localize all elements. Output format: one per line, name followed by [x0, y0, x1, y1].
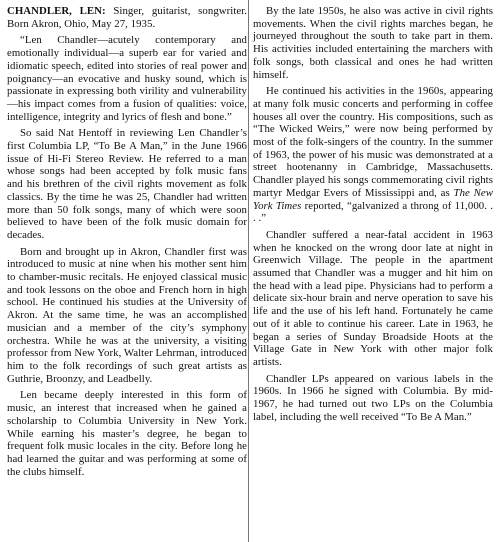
body-paragraph: “Len Chandler—acutely contemporary and emotionally individual—a superb ear for varied and idiomatic speech, edited into stories of real power and poignancy—an evocative and husky sound, which is passionate in expressing both virility and vulnerability—his impact comes from a fusion of qualities: voice, intelligence, integrity and lyrics of flesh and bone.” — [7, 34, 247, 123]
column-divider — [248, 0, 249, 542]
left-column — [7, 5, 247, 482]
entry-headword: CHANDLER, LEN: — [7, 5, 106, 17]
body-paragraph: By the late 1950s, he also was active in civil rights movements. When the civil rights marches began, he journeyed throughout the south to take part in them. His activities included entertaining the marchers with folk songs, both classical and ones he had written himself. — [253, 5, 493, 81]
newspaper-title: The New York Times — [253, 186, 493, 212]
body-paragraph: Born and brought up in Akron, Chandler first was introduced to music at nine when his mother sent him to chamber-music recitals. He enjoyed classical music and took lessons on the oboe and French horn in high school. He continued his studies at the University of Akron. At the same time, he was an accomplished musician and a member of the city’s symphony orchestra. While he was at the university, a visiting professor from New York, Walter Lehrman, introduced him to the folk recordings of such great artists as Guthrie, Broonzy, and Leadbelly. — [7, 245, 247, 385]
body-paragraph: Chandler suffered a near-fatal accident in 1963 when he knocked on the wrong door late at night in Greenwich Village. The people in the apartment assumed that Chandler was a mugger and hit him on the head with a lead pipe. Physicians had to perform a delicate six-hour brain and nerve operation to save his life and the use of his left hand. Fortunately he came out of it able to continue his career. Late in 1963, he began a series of Sunday Broadside Hoots at the Village Gate in New York with other major folk artists. — [253, 228, 493, 368]
body-paragraph — [253, 85, 493, 225]
body-paragraph: So said Nat Hentoff in reviewing Len Chandler’s first Columbia LP, “To Be A Man,” in the June 1966 issue of Hi-Fi Stereo Review. He referred to a man whose songs had been accepted by folk music fans and his brethren of the civil rights movement as folk classics. By the time he was 25, Chandler had written more than 50 folk songs, many of which were soon believed to have been of the folk music domain for decades. — [7, 127, 247, 241]
body-text: He continued his activities in the 1960s, appearing at many folk music concerts and performing in coffee houses all over the country. His compositions, such as “The Wicked Weirs,” were now being performed by most of the folk-singers of the country. In the summer of 1963, the power of his music was demonstrated at a street hootenanny in Cambridge, Massachusetts. Chandler played his songs commemorating civil rights martyr Medgar Evers of Mississippi and, as — [253, 85, 493, 199]
right-column — [253, 5, 493, 428]
entry-intro: Singer, guitarist, songwriter. Born Akron, Ohio, May 27, 1935. — [7, 5, 248, 30]
quote-text: reported, “galvanized a throng of 11,000. . . .” — [253, 199, 494, 225]
entry-intro-paragraph — [7, 5, 247, 30]
body-paragraph: Chandler LPs appeared on various labels in the 1960s. In 1966 he signed with Columbia. By mid-1967, he had turned out two LPs on the Columbia label, including the well received “To Be A Man.” — [253, 372, 493, 423]
body-paragraph: Len became deeply interested in this form of music, an interest that increased when he gained a scholarship to Columbia University in New York. While earning his master’s degree, he began to frequent folk music locales in the city. Before long he had learned the guitar and was performing at some of the clubs himself. — [7, 389, 247, 478]
